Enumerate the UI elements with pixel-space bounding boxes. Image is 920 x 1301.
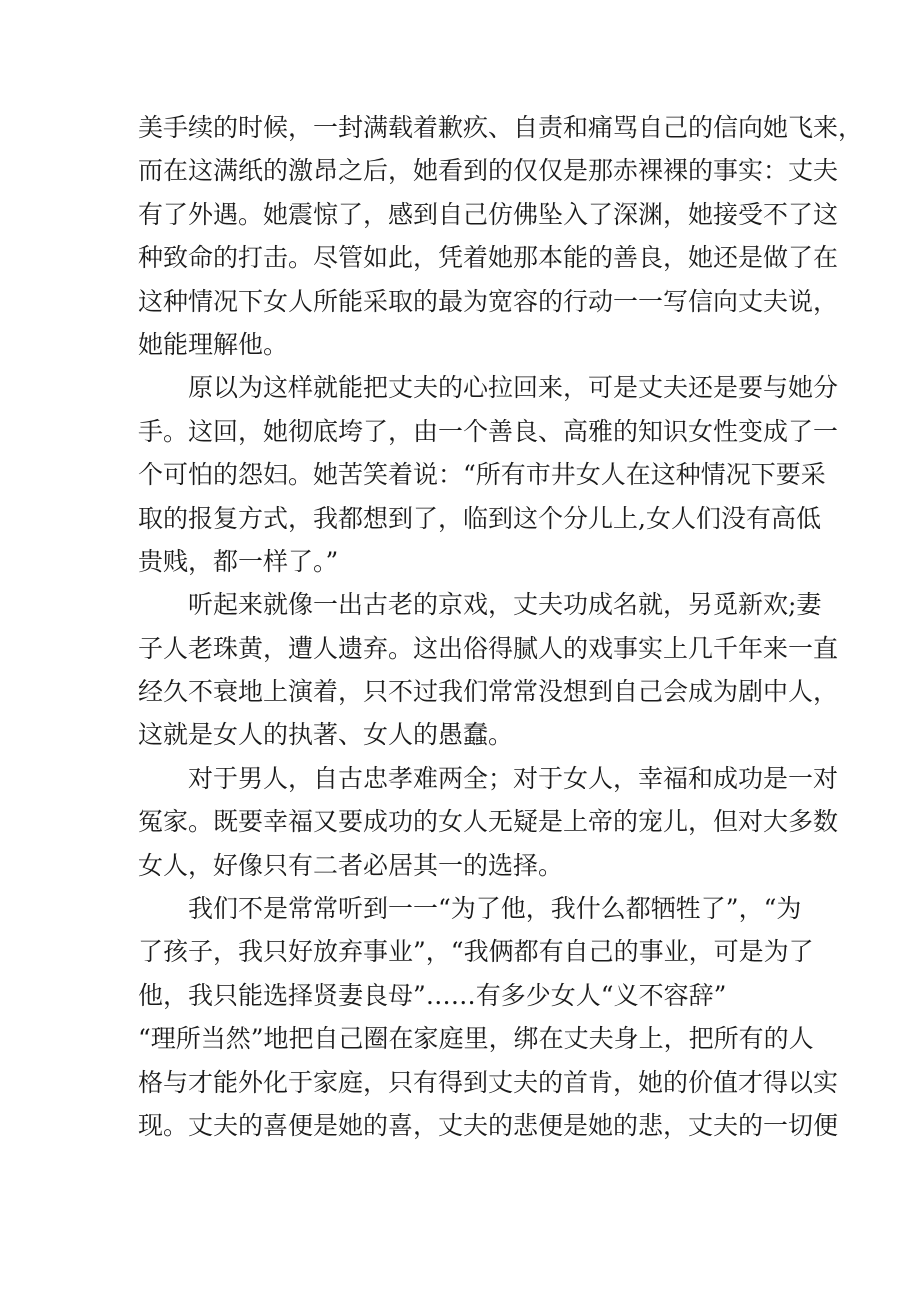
text-line-14: 经久不衰地上演着，只不过我们常常没想到自己会成为剧中人， [138,677,839,707]
text-line-3: 有了外遇。她震惊了，感到自己仿佛坠入了深渊，她接受不了这 [138,199,839,229]
text-line-8: 手。这回，她彻底垮了，由一个善良、高雅的知识女性变成了一 [138,416,839,446]
text-line-1: 美手续的时候，一封满载着歉疚、自责和痛骂自己的信向她飞来， [138,113,864,142]
text-line-2: 而在这满纸的激昂之后，她看到的仅仅是那赤裸裸的事实：丈夫 [138,156,839,186]
text-line-21: 他，我只能选择贤妻良母”……有多少女人“义不容辞” [138,980,727,1010]
text-line-12: 听起来就像一出古老的京戏，丈夫功成名就，另觅新欢;妻 [188,590,822,620]
text-line-16: 对于男人，自古忠孝难两全；对于女人，幸福和成功是一对 [188,763,839,793]
text-line-4: 种致命的打击。尽管如此，凭着她那本能的善良，她还是做了在 [138,243,839,273]
body-text [138,106,864,1147]
text-line-5: 这种情况下女人所能采取的最为宽容的行动一一写信向丈夫说， [138,286,839,316]
text-line-11: 贵贱，都一样了。” [138,546,339,576]
text-line-10: 取的报复方式，我都想到了，临到这个分儿上,女人们没有高低 [138,503,821,533]
text-line-18: 女人，好像只有二者必居其一的选择。 [138,850,564,880]
text-line-24: 现。丈夫的喜便是她的喜，丈夫的悲便是她的悲，丈夫的一切便 [138,1110,839,1140]
text-line-13: 子人老珠黄，遭人遗弃。这出俗得腻人的戏事实上几千年来一直 [138,633,839,663]
text-line-6: 她能理解他。 [138,329,289,359]
text-line-19: 我们不是常常听到一一“为了他，我什么都牺牲了”，“为 [188,894,802,924]
text-line-9: 个可怕的怨妇。她苦笑着说：“所有市井女人在这种情况下要采 [138,460,826,490]
text-line-23: 格与才能外化于家庭，只有得到丈夫的首肯，她的价值才得以实 [138,1067,839,1097]
text-line-22: “理所当然”地把自己圈在家庭里，绑在丈夫身上，把所有的人 [138,1024,814,1054]
text-line-17: 冤家。既要幸福又要成功的女人无疑是上帝的宠儿，但对大多数 [138,807,839,837]
text-line-20: 了孩子，我只好放弃事业”，“我俩都有自己的事业，可是为了 [138,937,814,967]
text-line-15: 这就是女人的执著、女人的愚蠢。 [138,720,514,750]
text-line-7: 原以为这样就能把丈夫的心拉回来，可是丈夫还是要与她分 [188,373,839,403]
